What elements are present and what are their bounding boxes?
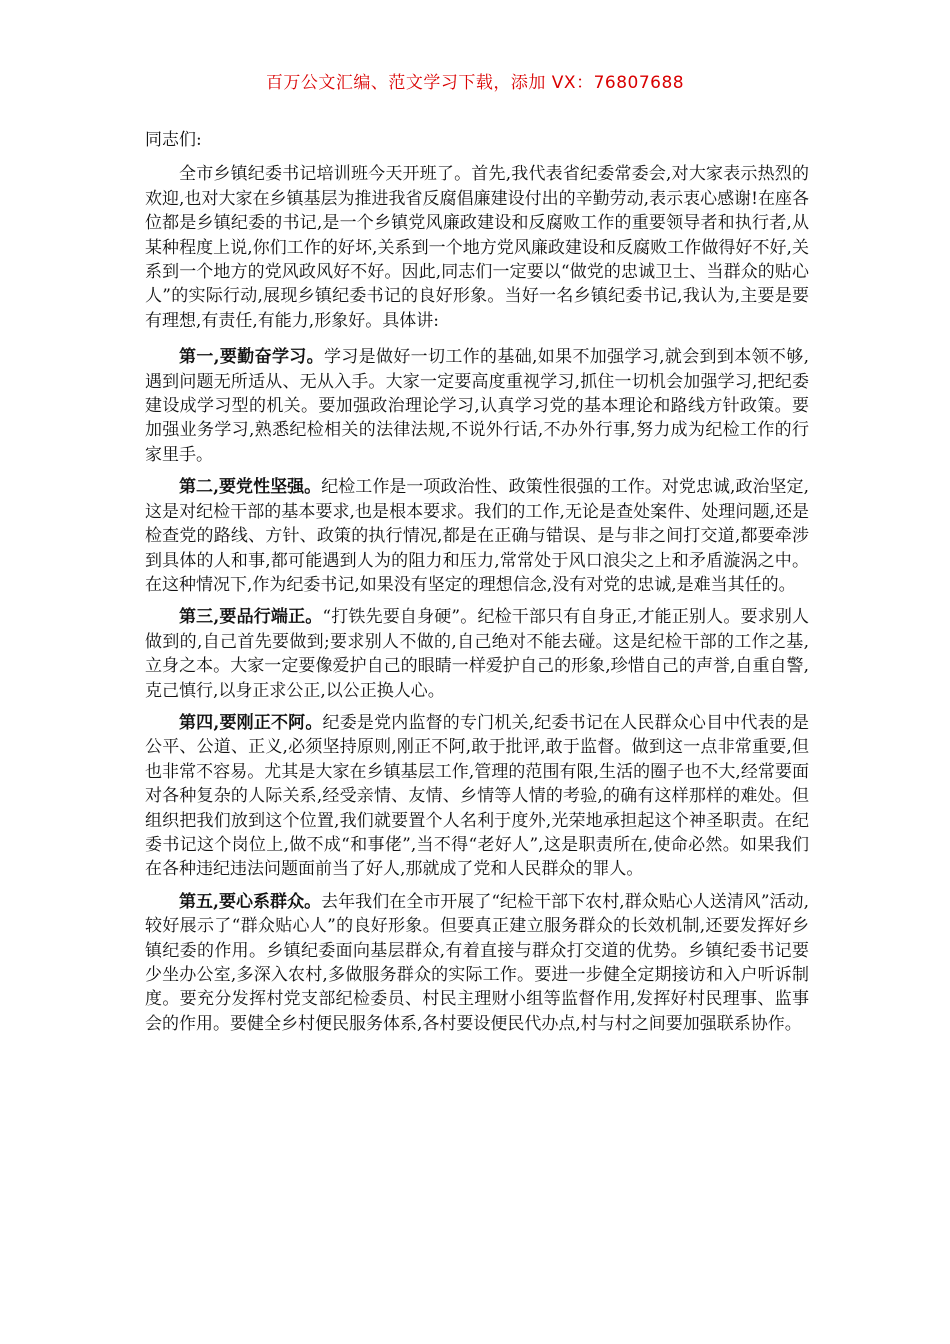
section-text-3: “打铁先要自身硬”。纪检干部只有自身正,才能正别人。要求别人做到的,自己首先要做到;要求别人不做的,自己绝对不能去碰。这是纪检干部的工作之基,立身之本。大家一定要像爱护自己的眼睛一样爱护自己的形象,珍惜自己的声誉,自重自警,克己慎行,以身正求公正,以公正换人心。 [145,607,809,701]
header-banner: 百万公文汇编、范文学习下载，添加 VX：76807688 [265,73,685,93]
section-text-1: 学习是做好一切工作的基础,如果不加强学习,就会到到本领不够,遇到问题无所适从、无从入手。大家一定要高度重视学习,抓住一切机会加强学习,把纪委建设成学习型的机关。要加强政治理论学习,认真学习党的基本理论和路线方针政策。要加强业务学习,熟悉纪检相关的法律法规,不说外行话,不办外行事,努力成为纪检工作的行家里手。 [145,347,809,465]
section-heading-3: 第三,要品行端正。 [179,607,323,628]
section-paragraph-4 [145,711,809,882]
section-paragraph-2 [145,475,809,597]
document-body [145,128,809,1044]
intro-paragraph: 全市乡镇纪委书记培训班今天开班了。首先,我代表省纪委常委会,对大家表示热烈的欢迎,也对大家在乡镇基层为推进我省反腐倡廉建设付出的辛勤劳动,表示衷心感谢!在座各位都是乡镇纪委的书记,是一个乡镇党风廉政建设和反腐败工作的重要领导者和执行者,从某种程度上说,你们工作的好坏,关系到一个地方党风廉政建设和反腐败工作做得好不好,关系到一个地方的党风政风好不好。因此,同志们一定要以“做党的忠诚卫士、当群众的贴心人”的实际行动,展现乡镇纪委书记的良好形象。当好一名乡镇纪委书记,我认为,主要是要有理想,有责任,有能力,形象好。具体讲: [145,164,809,331]
section-text-5: 去年我们在全市开展了“纪检干部下农村,群众贴心人送清风”活动,较好展示了“群众贴心人”的良好形象。但要真正建立服务群众的长效机制,还要发挥好乡镇纪委的作用。乡镇纪委面向基层群众,有着直接与群众打交道的优势。乡镇纪委书记要少坐办公室,多深入农村,多做服务群众的实际工作。要进一步健全定期接访和入户听诉制度。要充分发挥村党支部纪检委员、村民主理财小组等监督作用,发挥好村民理事、监事会的作用。要健全乡村便民服务体系,各村要设便民代办点,村与村之间要加强联系协作。 [145,891,809,1034]
section-heading-5: 第五,要心系群众。 [179,891,322,912]
salutation: 同志们: [145,130,202,150]
section-paragraph-3 [145,605,809,703]
section-text-4: 纪委是党内监督的专门机关,纪委书记在人民群众心目中代表的是公平、公道、正义,必须坚持原则,刚正不阿,敢于批评,敢于监督。做到这一点非常重要,但也非常不容易。尤其是大家在乡镇基层工作,管理的范围有限,生活的圈子也不大,经常要面对各种复杂的人际关系,经受亲情、友情、乡情等人情的考验,的确有这样那样的难处。但组织把我们放到这个位置,我们就要置个人名利于度外,光荣地承担起这个神圣职责。在纪委书记这个岗位上,做不成“和事佬”,当不得“老好人”,这是职责所在,使命必然。如果我们在各种违纪违法问题面前当了好人,那就成了党和人民群众的罪人。 [145,712,809,880]
section-heading-2: 第二,要党性坚强。 [179,477,322,498]
section-paragraph-1 [145,345,809,467]
section-heading-1: 第一,要勤奋学习。 [179,347,324,368]
section-paragraph-5 [145,890,809,1036]
section-heading-4: 第四,要刚正不阿。 [179,712,323,733]
section-text-2: 纪检工作是一项政治性、政策性很强的工作。对党忠诚,政治坚定,这是对纪检干部的基本要求,也是根本要求。我们的工作,无论是查处案件、处理问题,还是检查党的路线、方针、政策的执行情况,都是在正确与错误、是与非之间打交道,都要牵涉到具体的人和事,都可能遇到人为的阻力和压力,常常处于风口浪尖之上和矛盾漩涡之中。在这种情况下,作为纪委书记,如果没有坚定的理想信念,没有对党的忠诚,是难当其任的。 [145,477,809,595]
